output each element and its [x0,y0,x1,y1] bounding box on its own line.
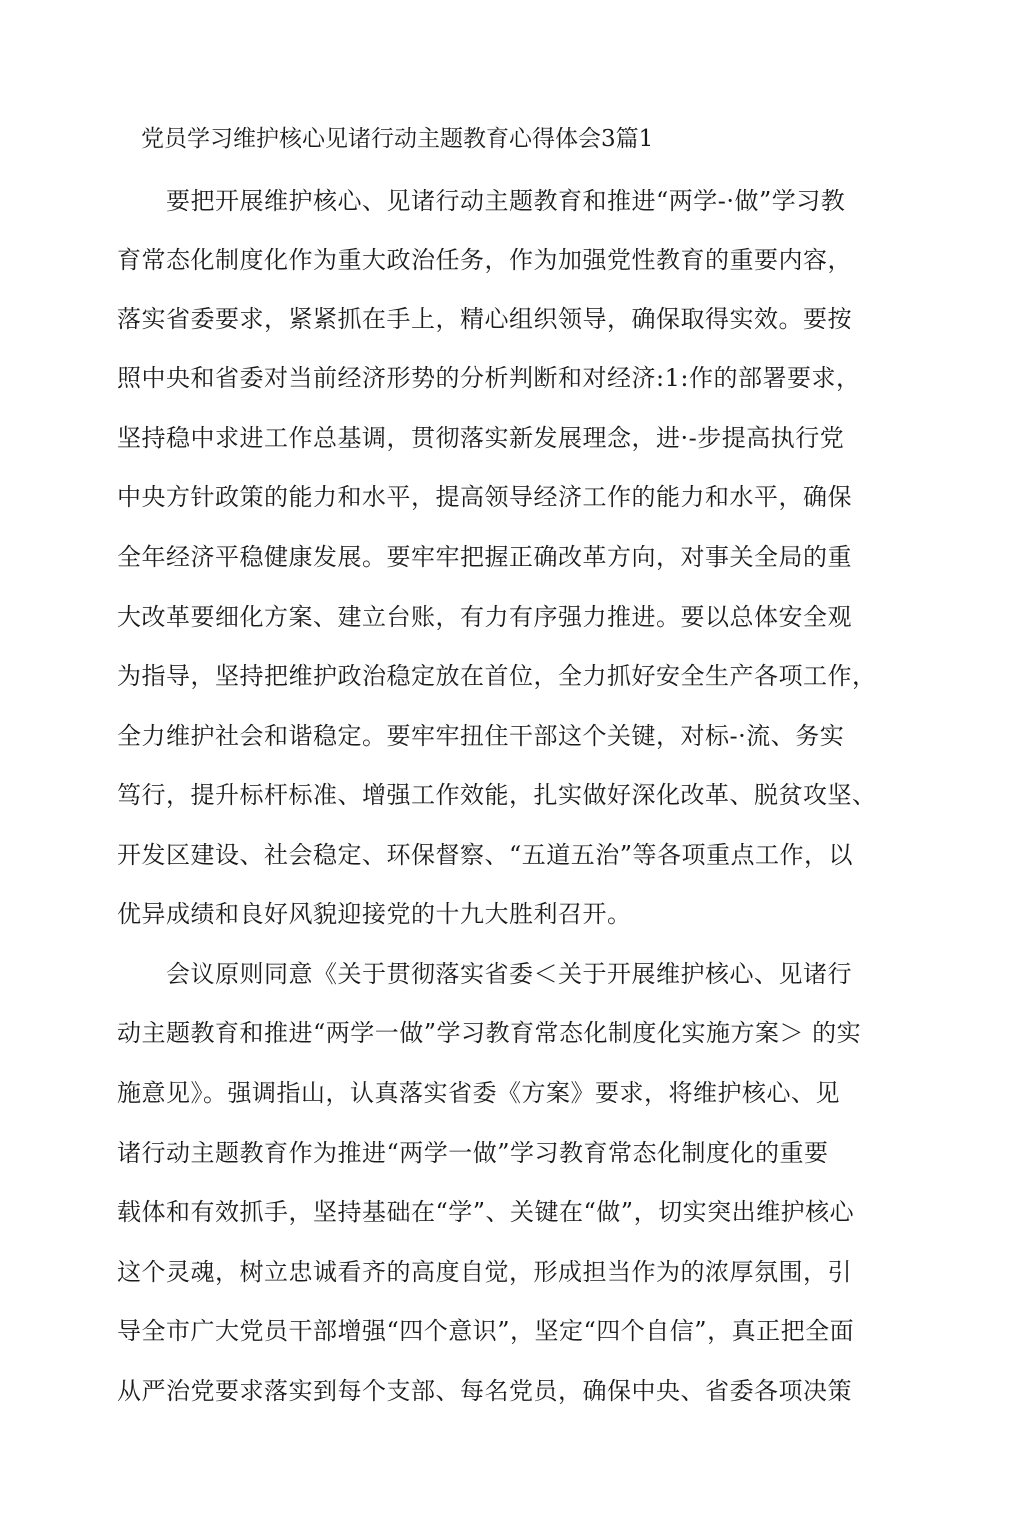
document-title: 党员学习维护核心见诸行动主题教育心得体会3篇1 [141,126,654,152]
paragraph-1-line-11: 笃行，提升标杆标准、增强工作效能，扎实做好深化改革、脱贫攻坚、 [117,781,877,809]
paragraph-2-line-7: 导全市广大党员干部增强“四个意识”，坚定“四个自信”，真正把全面 [117,1317,855,1345]
paragraph-2-line-2: 动主题教育和推进“两学一做”学习教育常态化制度化实施方案＞ 的实 [117,1019,862,1047]
paragraph-1-line-1: 要把开展维护核心、见诸行动主题教育和推进“两学-·做”学习教 [166,187,846,215]
paragraph-1-line-10: 全力维护社会和谐稳定。要牢牢扭住干部这个关键，对标-·流、务实 [117,722,845,750]
paragraph-1-line-7: 全年经济平稳健康发展。要牢牢把握正确改革方向，对事关全局的重 [117,543,852,571]
paragraph-2-line-6: 这个灵魂，树立忠诚看齐的高度自觉，形成担当作为的浓厚氛围，引 [117,1258,852,1286]
paragraph-1-line-6: 中央方针政策的能力和水平，提高领导经济工作的能力和水平，确保 [117,483,852,511]
paragraph-1-line-4: 照中央和省委对当前经济形势的分析判断和对经济:1:作的部署要求， [117,364,861,392]
paragraph-2-line-8: 从严治党要求落实到每个支部、每名党员，确保中央、省委各项决策 [117,1377,852,1405]
paragraph-2-line-4: 诸行动主题教育作为推进“两学一做”学习教育常态化制度化的重要 [117,1139,829,1167]
paragraph-1-line-3: 落实省委要求，紧紧抓在手上，精心组织领导，确保取得实效。要按 [117,305,852,333]
paragraph-2-line-3: 施意见》。强调指山，认真落实省委《方案》要求，将维护核心、见 [117,1079,840,1107]
paragraph-2-line-5: 载体和有效抓手，坚持基础在“学”、关键在“做”，切实突出维护核心 [117,1198,855,1226]
paragraph-2-line-1: 会议原则同意《关于贯彻落实省委＜关于开展维护核心、见诸行 [166,960,852,988]
paragraph-1-line-13: 优异成绩和良好风貌迎接党的十九大胜利召开。 [117,900,632,928]
paragraph-1-line-8: 大改革要细化方案、建立台账，有力有序强力推进。要以总体安全观 [117,603,852,631]
paragraph-1-line-9: 为指导，坚持把维护政治稳定放在首位，全力抓好安全生产各项工作， [117,662,877,690]
paragraph-1-line-5: 坚持稳中求进工作总基调，贯彻落实新发展理念，进·-步提高执行党 [117,424,845,452]
paragraph-1-line-12: 开发区建设、社会稳定、环保督察、“五道五治”等各项重点工作，以 [117,841,854,869]
paragraph-1-line-2: 育常态化制度化作为重大政治任务，作为加强党性教育的重要内容， [117,246,852,274]
